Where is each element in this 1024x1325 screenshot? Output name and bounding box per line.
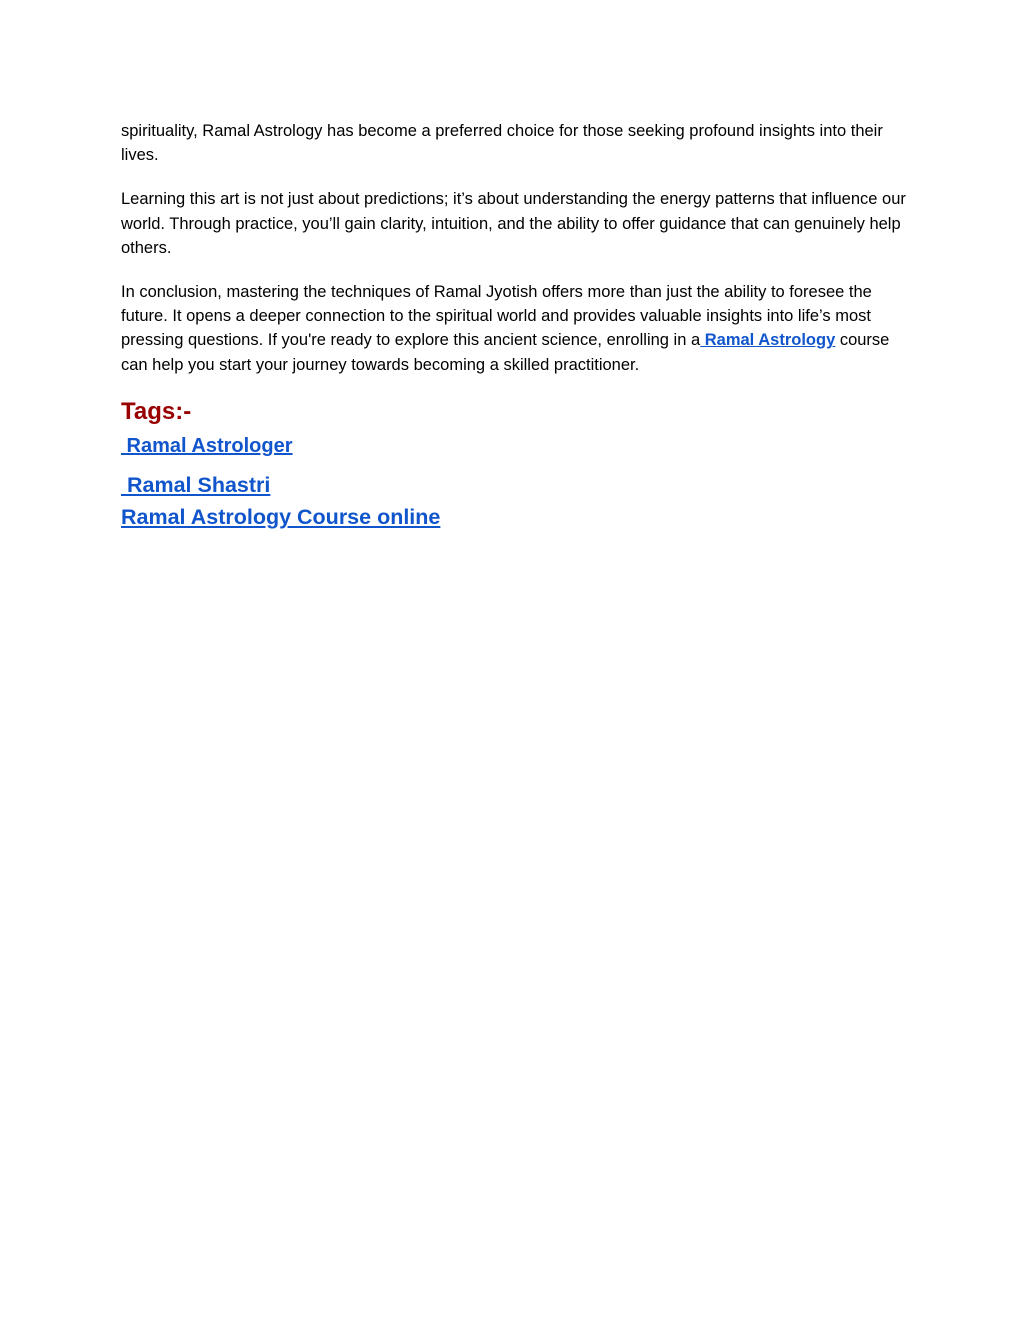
conclusion-text-after: course can help you start your journey towards becoming a skilled practitioner. (121, 331, 890, 374)
tag-link-ramal-astrologer[interactable]: Ramal Astrologer (121, 434, 293, 457)
paragraph-learning: Learning this art is not just about predictions; it’s about understanding the energy patterns that influence our world. Through practice, you’ll gain clarity, intuition, and the ability to offer guidance that can genuinely help others. (121, 190, 906, 257)
conclusion-text-before: In conclusion, mastering the techniques of Ramal Jyotish offers more than just the ability to foresee the future. It opens a deeper connection to the spiritual world and provides valuable insights into life’s most pressing questions. If you're ready to explore this ancient science, enrolling in a (121, 283, 872, 350)
tag-link-ramal-shastri[interactable]: Ramal Shastri (121, 472, 271, 497)
document-page (121, 119, 911, 531)
tags-heading: Tags:- (121, 397, 192, 425)
ramal-astrology-link[interactable]: Ramal Astrology (700, 331, 836, 350)
tag-link-ramal-astrology-course-online[interactable]: Ramal Astrology Course online (121, 504, 441, 529)
paragraph-intro: spirituality, Ramal Astrology has become a preferred choice for those seeking profound insights into their lives. (121, 122, 883, 165)
paragraph-conclusion (121, 280, 911, 377)
